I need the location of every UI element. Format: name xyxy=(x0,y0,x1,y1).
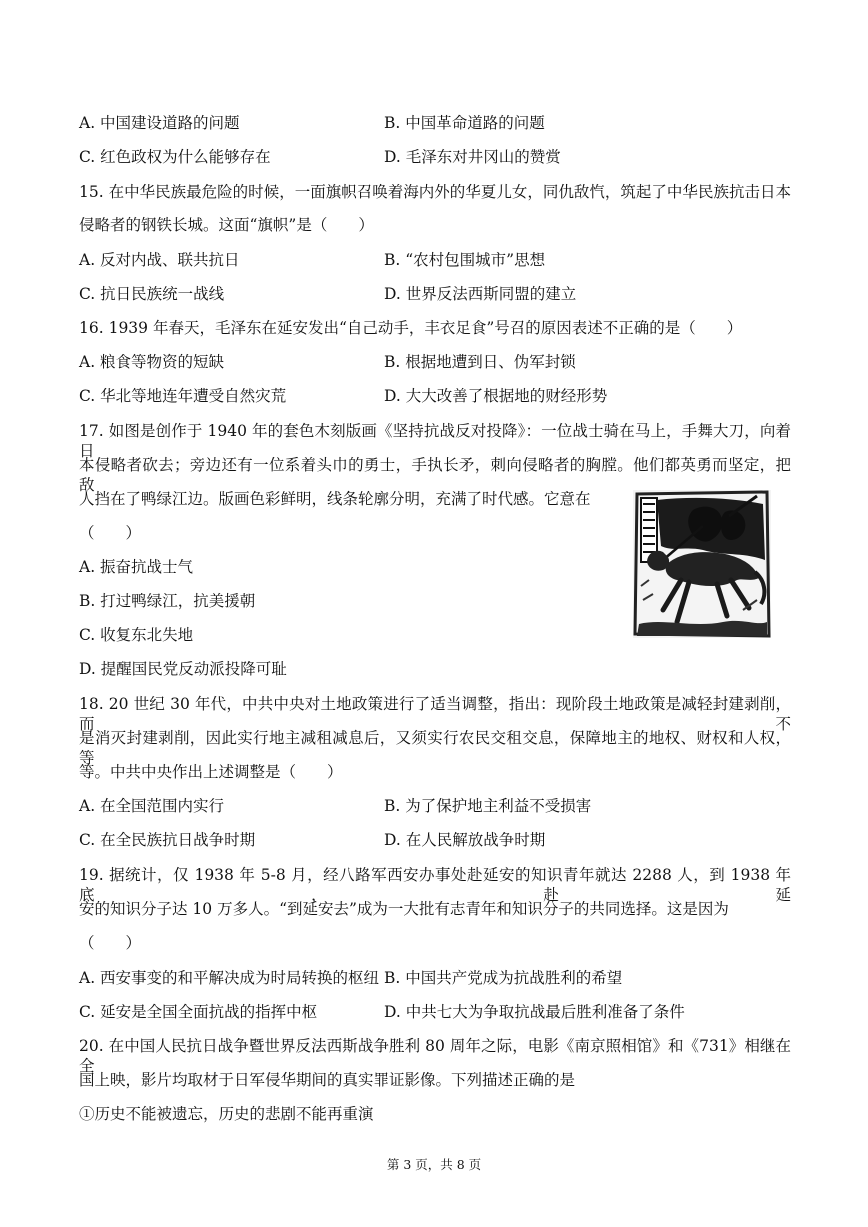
page-footer: 第 3 页，共 8 页 xyxy=(386,1157,482,1172)
q15-option-c: C. 抗日民族统一战线 xyxy=(79,285,225,303)
q20-stem-line1: 20. 在中国人民抗日战争暨世界反法西斯战争胜利 80 周年之际，电影《南京照相馆》和《731》相继在全 xyxy=(79,1037,791,1075)
q16-option-d: D. 大大改善了根据地的财经形势 xyxy=(384,387,608,405)
q14-option-d: D. 毛泽东对井冈山的赞赏 xyxy=(384,148,561,166)
q14-option-a: A. 中国建设道路的问题 xyxy=(79,114,240,132)
q19-stem-line3: （ ） xyxy=(79,934,142,952)
q18-option-c: C. 在全民族抗日战争时期 xyxy=(79,831,256,849)
q16-option-c: C. 华北等地连年遭受自然灾荒 xyxy=(79,387,287,405)
q17-option-c: C. 收复东北失地 xyxy=(79,626,194,644)
q18-stem-line1: 18. 20 世纪 30 年代，中共中央对土地政策进行了适当调整，指出：现阶段土地政策是减轻封建剥削，而不 xyxy=(79,695,791,733)
q16-option-b: B. 根据地遭到日、伪军封锁 xyxy=(384,353,576,371)
q17-option-b: B. 打过鸭绿江，抗美援朝 xyxy=(79,592,256,610)
q20-stem-line2: 国上映，影片均取材于日军侵华期间的真实罪证影像。下列描述正确的是 xyxy=(79,1071,576,1089)
q19-option-d: D. 中共七大为争取抗战最后胜利准备了条件 xyxy=(384,1003,685,1021)
q20-item-1: ①历史不能被遗忘，历史的悲剧不能再重演 xyxy=(79,1105,374,1123)
q17-option-a: A. 振奋抗战士气 xyxy=(79,558,194,576)
q15-stem-line1: 15. 在中华民族最危险的时候，一面旗帜召唤着海内外的华夏儿女，同仇敌忾，筑起了中华民族抗击日本 xyxy=(79,183,791,201)
q18-stem-line3: 等。中共中央作出上述调整是（ ） xyxy=(79,763,343,781)
q17-stem-line2: 本侵略者砍去；旁边还有一位系着头巾的勇士，手执长矛，刺向侵略者的胸膛。他们都英勇而坚定，把敌 xyxy=(79,456,791,494)
q16-option-a: A. 粮食等物资的短缺 xyxy=(79,353,225,371)
woodcut-horseman-icon xyxy=(633,490,771,638)
q14-option-c: C. 红色政权为什么能够存在 xyxy=(79,148,271,166)
q15-option-d: D. 世界反法西斯同盟的建立 xyxy=(384,285,577,303)
q17-stem-line3: 人挡在了鸭绿江边。版画色彩鲜明，线条轮廓分明，充满了时代感。它意在 xyxy=(79,490,591,508)
q17-option-d: D. 提醒国民党反动派投降可耻 xyxy=(79,660,287,678)
q18-stem-line2: 是消灭封建剥削，因此实行地主减租减息后，又须实行农民交租交息，保障地主的地权、财权和人权，等 xyxy=(79,729,791,767)
q19-option-a: A. 西安事变的和平解决成为时局转换的枢纽 xyxy=(79,969,380,987)
q16-stem-line1: 16. 1939 年春天，毛泽东在延安发出“自己动手，丰衣足食”号召的原因表述不正确的是（ ） xyxy=(79,319,743,337)
q19-option-b: B. 中国共产党成为抗战胜利的希望 xyxy=(384,969,623,987)
q18-option-b: B. 为了保护地主利益不受损害 xyxy=(384,797,592,815)
q15-option-b: B. “农村包围城市”思想 xyxy=(384,251,546,269)
q17-stem-line1: 17. 如图是创作于 1940 年的套色木刻版画《坚持抗战反对投降》：一位战士骑在马上，手舞大刀，向着日 xyxy=(79,422,791,460)
q19-stem-line1: 19. 据统计，仅 1938 年 5-8 月，经八路军西安办事处赴延安的知识青年就达 2288 人，到 1938 年底，赴延 xyxy=(79,866,791,904)
q19-option-c: C. 延安是全国全面抗战的指挥中枢 xyxy=(79,1003,318,1021)
q17-stem-line4: （ ） xyxy=(79,524,142,542)
q14-option-b: B. 中国革命道路的问题 xyxy=(384,114,545,132)
q19-stem-line2: 安的知识分子达 10 万多人。“到延安去”成为一大批有志青年和知识分子的共同选择。这是因为 xyxy=(79,900,729,918)
q18-option-a: A. 在全国范围内实行 xyxy=(79,797,225,815)
q15-stem-line2: 侵略者的钢铁长城。这面“旗帜”是（ ） xyxy=(79,216,374,234)
q15-option-a: A. 反对内战、联共抗日 xyxy=(79,251,240,269)
woodcut-figure xyxy=(633,490,771,638)
q18-option-d: D. 在人民解放战争时期 xyxy=(384,831,546,849)
